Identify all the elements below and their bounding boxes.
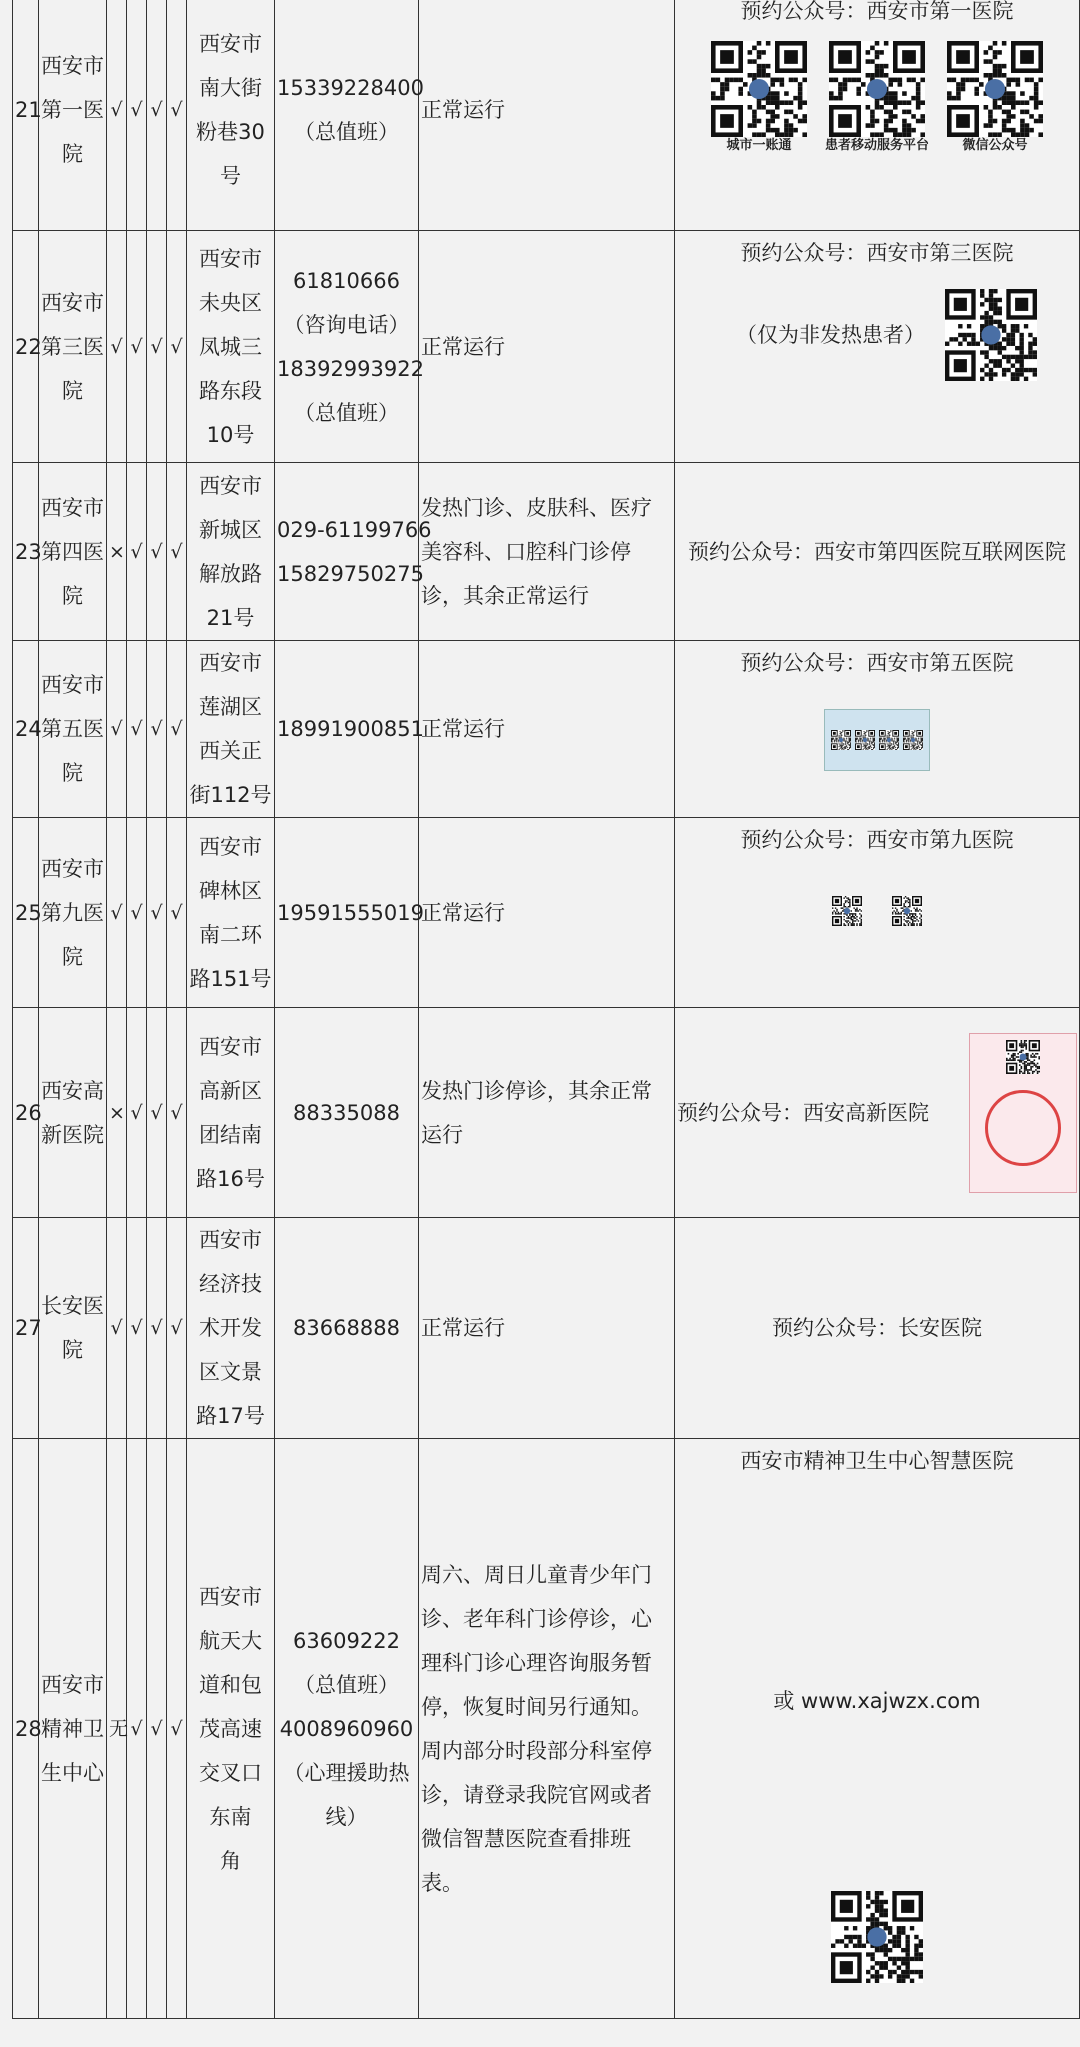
service-flag: √ bbox=[127, 818, 147, 1008]
operating-status bbox=[419, 463, 675, 641]
service-flag: √ bbox=[147, 1439, 167, 2019]
operating-status bbox=[419, 1439, 675, 2019]
address-line: 南大街 bbox=[199, 75, 262, 100]
row-number: 23 bbox=[13, 463, 39, 641]
hospital-name-line: 西安市 bbox=[41, 290, 104, 315]
service-flag: × bbox=[107, 1008, 127, 1218]
address-line: 号 bbox=[220, 163, 241, 188]
hospital-name-line: 生中心 bbox=[41, 1760, 104, 1785]
phone-line: 63609222 bbox=[293, 1628, 400, 1653]
service-flag: √ bbox=[107, 0, 127, 231]
service-flag: √ bbox=[127, 231, 147, 463]
service-flag: √ bbox=[127, 641, 147, 818]
status-line: 发热门诊、皮肤科、医疗 bbox=[421, 495, 652, 520]
appointment-info bbox=[675, 1439, 1080, 2019]
hospital-name-line: 院 bbox=[62, 944, 83, 969]
address-line: 区文景 bbox=[199, 1360, 262, 1384]
address-line: 10号 bbox=[206, 422, 255, 447]
service-flag: √ bbox=[127, 463, 147, 641]
phone-line: 19591555019 bbox=[277, 900, 424, 925]
service-flag: √ bbox=[107, 231, 127, 463]
qr-code-group bbox=[677, 896, 1077, 926]
hospital-name bbox=[39, 641, 107, 818]
address-line: 西安市 bbox=[199, 473, 262, 498]
phone-line: 18991900851 bbox=[277, 717, 424, 741]
table-row bbox=[13, 463, 1080, 641]
hospital-address bbox=[187, 1218, 275, 1439]
phone-line: 029-61199766 bbox=[277, 517, 432, 542]
service-flag: × bbox=[107, 463, 127, 641]
hospital-name-line: 第五医 bbox=[41, 717, 104, 741]
promo-graphic bbox=[985, 1090, 1061, 1166]
service-flag: √ bbox=[147, 1008, 167, 1218]
status-line: 周六、周日儿童青少年门 bbox=[421, 1562, 652, 1587]
row-number: 28 bbox=[13, 1439, 39, 2019]
address-line: 经济技 bbox=[199, 1272, 262, 1296]
hospital-phone bbox=[275, 1008, 419, 1218]
status-line: 运行 bbox=[421, 1122, 463, 1147]
address-line: 西安市 bbox=[199, 834, 262, 859]
hospital-name-line: 西安市 bbox=[41, 53, 104, 78]
address-line: 新城区 bbox=[199, 517, 262, 542]
hospital-name bbox=[39, 1439, 107, 2019]
appointment-account: 西安市精神卫生中心智慧医院 bbox=[740, 1449, 1014, 1473]
status-line: 正常运行 bbox=[421, 334, 505, 359]
appointment-account: 预约公众号：西安市第三医院 bbox=[740, 241, 1014, 265]
hospital-table bbox=[12, 0, 1080, 2019]
service-flag: √ bbox=[147, 818, 167, 1008]
address-line: 西安市 bbox=[199, 31, 262, 56]
hospital-phone bbox=[275, 818, 424, 1008]
address-line: 术开发 bbox=[199, 1316, 262, 1340]
row-number: 26 bbox=[13, 1008, 39, 1218]
service-flag: √ bbox=[127, 1008, 147, 1218]
service-flag: √ bbox=[167, 463, 187, 641]
phone-line: 15829750275 bbox=[277, 561, 424, 586]
address-line: 道和包 bbox=[199, 1672, 262, 1697]
appointment-account: 预约公众号：西安市第九医院 bbox=[740, 828, 1014, 852]
appointment-info bbox=[675, 641, 1080, 818]
hospital-name-line: 第四医 bbox=[41, 539, 104, 564]
address-line: 茂高速 bbox=[199, 1716, 262, 1741]
row-number: 21 bbox=[13, 0, 39, 231]
qr-code bbox=[892, 896, 922, 926]
address-line: 西安市 bbox=[199, 1228, 262, 1252]
phone-line: （咨询电话） bbox=[283, 312, 410, 337]
appointment-detail bbox=[677, 289, 1077, 381]
appointment-account: 预约公众号：西安市第一医院 bbox=[740, 0, 1014, 23]
service-flag: √ bbox=[167, 0, 187, 231]
address-line: 交叉口 bbox=[199, 1760, 262, 1785]
phone-line: 4008960960 bbox=[279, 1716, 414, 1741]
address-line: 粉巷30 bbox=[196, 119, 265, 144]
service-flag: √ bbox=[107, 641, 127, 818]
hospital-phone bbox=[275, 641, 424, 818]
address-line: 路17号 bbox=[196, 1404, 265, 1428]
qr-code bbox=[903, 730, 923, 750]
hospital-address bbox=[187, 1439, 275, 2019]
qr-caption: 患者移动服务平台 bbox=[824, 138, 929, 153]
hospital-phone bbox=[275, 1439, 419, 2019]
phone-line: （总值班） bbox=[294, 1672, 399, 1697]
hospital-address bbox=[187, 1008, 275, 1218]
hospital-name-line: 第九医 bbox=[41, 900, 104, 925]
service-flag: √ bbox=[127, 0, 147, 231]
row-number: 22 bbox=[13, 231, 39, 463]
status-line: 诊，其余正常运行 bbox=[421, 583, 589, 608]
status-line: 美容科、口腔科门诊停 bbox=[421, 539, 631, 564]
service-flag: √ bbox=[147, 641, 167, 818]
qr-code-item bbox=[947, 41, 1043, 155]
address-line: 西关正 bbox=[199, 739, 262, 763]
hospital-name-line: 第三医 bbox=[41, 334, 104, 359]
hospital-name bbox=[39, 818, 107, 1008]
address-line: 高新区 bbox=[199, 1078, 262, 1103]
table-row bbox=[13, 1218, 1080, 1439]
appointment-detail bbox=[677, 1033, 1077, 1193]
hospital-address bbox=[187, 463, 275, 641]
qr-code bbox=[945, 289, 1037, 381]
qr-code-card bbox=[824, 709, 930, 771]
hospital-name bbox=[39, 463, 107, 641]
address-line: 南二环 bbox=[199, 922, 262, 947]
phone-line: 18392993922 bbox=[277, 356, 424, 381]
address-line: 街112号 bbox=[189, 783, 272, 807]
qr-code bbox=[829, 41, 925, 137]
table-row bbox=[13, 0, 1080, 231]
appointment-info bbox=[675, 0, 1080, 231]
status-line: 诊、老年科门诊停诊，心 bbox=[421, 1606, 652, 1631]
qr-caption: 城市一账通 bbox=[726, 138, 792, 153]
row-number: 27 bbox=[13, 1218, 39, 1439]
qr-caption: 微信公众号 bbox=[962, 138, 1028, 153]
operating-status bbox=[419, 1218, 675, 1439]
status-line: 表。 bbox=[421, 1870, 463, 1895]
qr-code bbox=[947, 41, 1043, 137]
qr-code-item bbox=[711, 41, 807, 155]
appointment-info bbox=[675, 463, 1080, 641]
qr-code bbox=[855, 730, 875, 750]
hospital-address bbox=[187, 818, 275, 1008]
website-note: 或 www.xajwzx.com bbox=[773, 1689, 981, 1713]
appointment-note: （仅为非发热患者） bbox=[736, 323, 925, 347]
hospital-phone bbox=[275, 1218, 419, 1439]
address-line: 路16号 bbox=[196, 1166, 265, 1191]
appointment-account: 预约公众号：西安高新医院 bbox=[677, 1100, 929, 1125]
hospital-address bbox=[187, 0, 275, 231]
appointment-account: 预约公众号：西安市第五医院 bbox=[740, 651, 1014, 675]
appointment-info bbox=[675, 1008, 1080, 1218]
qr-code bbox=[879, 730, 899, 750]
address-line: 路东段 bbox=[199, 378, 262, 403]
row-number: 24 bbox=[13, 641, 39, 818]
service-flag: √ bbox=[167, 1218, 187, 1439]
phone-line: 83668888 bbox=[293, 1316, 400, 1340]
hospital-name-line: 院 bbox=[62, 1338, 83, 1362]
qr-code-group bbox=[677, 41, 1077, 155]
address-line: 航天大 bbox=[199, 1628, 262, 1653]
phone-line: 88335088 bbox=[293, 1100, 400, 1125]
service-flag: √ bbox=[147, 463, 167, 641]
hospital-name-line: 新医院 bbox=[41, 1122, 104, 1147]
hospital-phone bbox=[275, 463, 432, 641]
address-line: 西安市 bbox=[199, 246, 262, 271]
row-number: 25 bbox=[13, 818, 39, 1008]
appointment-account: 预约公众号：西安市第四医院互联网医院 bbox=[688, 539, 1066, 564]
service-flag: √ bbox=[147, 0, 167, 231]
service-flag: √ bbox=[127, 1439, 147, 2019]
address-line: 西安市 bbox=[199, 1034, 262, 1059]
service-flag: √ bbox=[167, 231, 187, 463]
status-line: 正常运行 bbox=[421, 97, 505, 122]
hospital-name bbox=[39, 0, 107, 231]
appointment-info bbox=[675, 1218, 1080, 1439]
hospital-name-line: 精神卫 bbox=[41, 1716, 104, 1741]
hospital-name-line: 西安高 bbox=[41, 1078, 104, 1103]
status-line: 发热门诊停诊，其余正常 bbox=[421, 1078, 652, 1103]
address-line: 团结南 bbox=[199, 1122, 262, 1147]
service-flag: √ bbox=[167, 1439, 187, 2019]
hospital-phone bbox=[275, 0, 424, 231]
phone-line: （总值班） bbox=[294, 400, 399, 425]
address-line: 西安市 bbox=[199, 651, 262, 675]
service-flag: √ bbox=[167, 818, 187, 1008]
phone-line: （总值班） bbox=[294, 119, 399, 144]
service-flag: √ bbox=[167, 641, 187, 818]
address-line: 莲湖区 bbox=[199, 695, 262, 719]
phone-line: 线） bbox=[325, 1804, 368, 1829]
hospital-name-line: 院 bbox=[62, 378, 83, 403]
hospital-name-line: 院 bbox=[62, 141, 83, 166]
status-line: 正常运行 bbox=[421, 1316, 505, 1340]
hospital-name-line: 西安市 bbox=[41, 856, 104, 881]
qr-code bbox=[1006, 1040, 1040, 1074]
phone-line: 15339228400 bbox=[277, 75, 424, 100]
address-line: 碑林区 bbox=[199, 878, 262, 903]
status-line: 正常运行 bbox=[421, 717, 505, 741]
table-row bbox=[13, 231, 1080, 463]
operating-status bbox=[419, 0, 675, 231]
operating-status bbox=[419, 641, 675, 818]
qr-code bbox=[832, 896, 862, 926]
address-line: 西安市 bbox=[199, 1584, 262, 1609]
appointment-account: 预约公众号：长安医院 bbox=[772, 1316, 982, 1340]
service-flag: √ bbox=[107, 1218, 127, 1439]
hospital-phone bbox=[275, 231, 424, 463]
address-line: 凤城三 bbox=[199, 334, 262, 359]
service-flag: √ bbox=[127, 1218, 147, 1439]
status-line: 正常运行 bbox=[421, 900, 505, 925]
hospital-name-line: 院 bbox=[62, 761, 83, 785]
address-line: 东南 bbox=[209, 1804, 252, 1829]
qr-code-item bbox=[825, 41, 929, 155]
address-line: 路151号 bbox=[189, 966, 272, 991]
hospital-name bbox=[39, 1008, 107, 1218]
status-line: 诊，请登录我院官网或者 bbox=[421, 1782, 652, 1807]
appointment-info bbox=[675, 231, 1080, 463]
qr-code bbox=[711, 41, 807, 137]
service-flag: √ bbox=[167, 1008, 187, 1218]
hospital-name-line: 西安市 bbox=[41, 673, 104, 697]
hospital-name-line: 长安医 bbox=[41, 1294, 104, 1318]
hospital-address bbox=[187, 231, 275, 463]
hospital-name-line: 西安市 bbox=[41, 495, 104, 520]
qr-code bbox=[831, 1891, 923, 1983]
table-row bbox=[13, 1439, 1080, 2019]
hospital-name-line: 第一医 bbox=[41, 97, 104, 122]
service-flag: √ bbox=[107, 818, 127, 1008]
status-line: 周内部分时段部分科室停 bbox=[421, 1738, 652, 1763]
address-line: 角 bbox=[220, 1848, 241, 1873]
operating-status bbox=[419, 231, 675, 463]
status-line: 微信智慧医院查看排班 bbox=[421, 1826, 631, 1851]
service-flag: √ bbox=[147, 231, 167, 463]
hospital-address bbox=[187, 641, 275, 818]
operating-status bbox=[419, 1008, 675, 1218]
hospital-name bbox=[39, 231, 107, 463]
status-line: 理科门诊心理咨询服务暂 bbox=[421, 1650, 652, 1675]
table-row bbox=[13, 1008, 1080, 1218]
table-row bbox=[13, 818, 1080, 1008]
address-line: 解放路 bbox=[199, 561, 262, 586]
operating-status bbox=[419, 818, 675, 1008]
status-line: 停，恢复时间另行通知。 bbox=[421, 1694, 652, 1719]
qr-code bbox=[831, 730, 851, 750]
table-row bbox=[13, 641, 1080, 818]
service-flag: 无 bbox=[107, 1439, 127, 2019]
appointment-info bbox=[675, 818, 1080, 1008]
promo-poster bbox=[969, 1033, 1077, 1193]
phone-line: 61810666 bbox=[293, 268, 400, 293]
hospital-name-line: 西安市 bbox=[41, 1672, 104, 1697]
hospital-name-line: 院 bbox=[62, 583, 83, 608]
phone-line: （心理援助热 bbox=[283, 1760, 410, 1785]
hospital-name bbox=[39, 1218, 107, 1439]
address-line: 未央区 bbox=[199, 290, 262, 315]
address-line: 21号 bbox=[206, 605, 255, 630]
qr-code-wrap bbox=[677, 1891, 1077, 1983]
service-flag: √ bbox=[147, 1218, 167, 1439]
